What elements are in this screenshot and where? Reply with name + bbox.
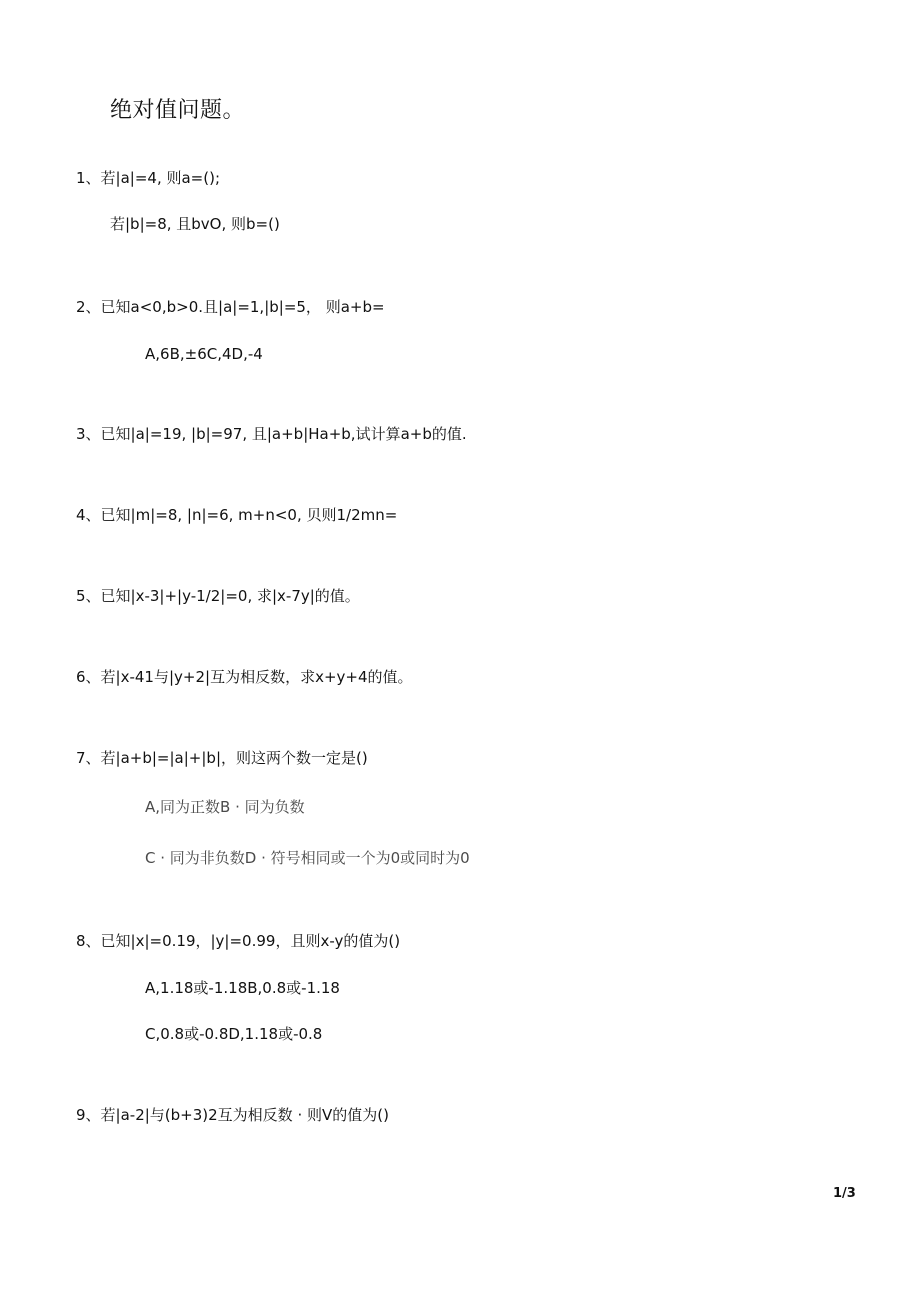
- question-2-options: A,6B,±6C,4D,-4: [145, 345, 263, 363]
- question-7-options-ab: A,同为正数B · 同为负数: [145, 798, 305, 816]
- question-8-options-ab: A,1.18或-1.18B,0.8或-1.18: [145, 979, 340, 997]
- question-6: 6、若|x-41与|y+2|互为相反数，求x+y+4的值。: [76, 668, 413, 686]
- document-title: 绝对值问题。: [110, 98, 246, 123]
- question-3: 3、已知|a|=19, |b|=97, 且|a+b|Ha+b,试计算a+b的值.: [76, 425, 467, 443]
- question-1-sub: 若|b|=8, 且bvO, 则b=(): [110, 215, 280, 233]
- question-5: 5、已知|x-3|+|y-1/2|=0, 求|x-7y|的值。: [76, 587, 360, 605]
- question-2: 2、已知a<0,b>0.且|a|=1,|b|=5， 则a+b=: [76, 298, 385, 316]
- page-number: 1/3: [833, 1186, 856, 1201]
- question-1: 1、若|a|=4, 则a=();: [76, 169, 221, 187]
- question-7: 7、若|a+b|=|a|+|b|，则这两个数一定是(): [76, 749, 368, 767]
- question-8: 8、已知|x|=0.19，|y|=0.99，且则x-y的值为(): [76, 932, 401, 950]
- question-4: 4、已知|m|=8, |n|=6, m+n<0, 贝则1/2mn=: [76, 506, 398, 524]
- question-8-options-cd: C,0.8或-0.8D,1.18或-0.8: [145, 1025, 323, 1043]
- question-7-options-cd: C · 同为非负数D · 符号相同或一个为0或同时为0: [145, 849, 470, 867]
- question-9: 9、若|a-2|与(b+3)2互为相反数 · 则V的值为(): [76, 1106, 389, 1124]
